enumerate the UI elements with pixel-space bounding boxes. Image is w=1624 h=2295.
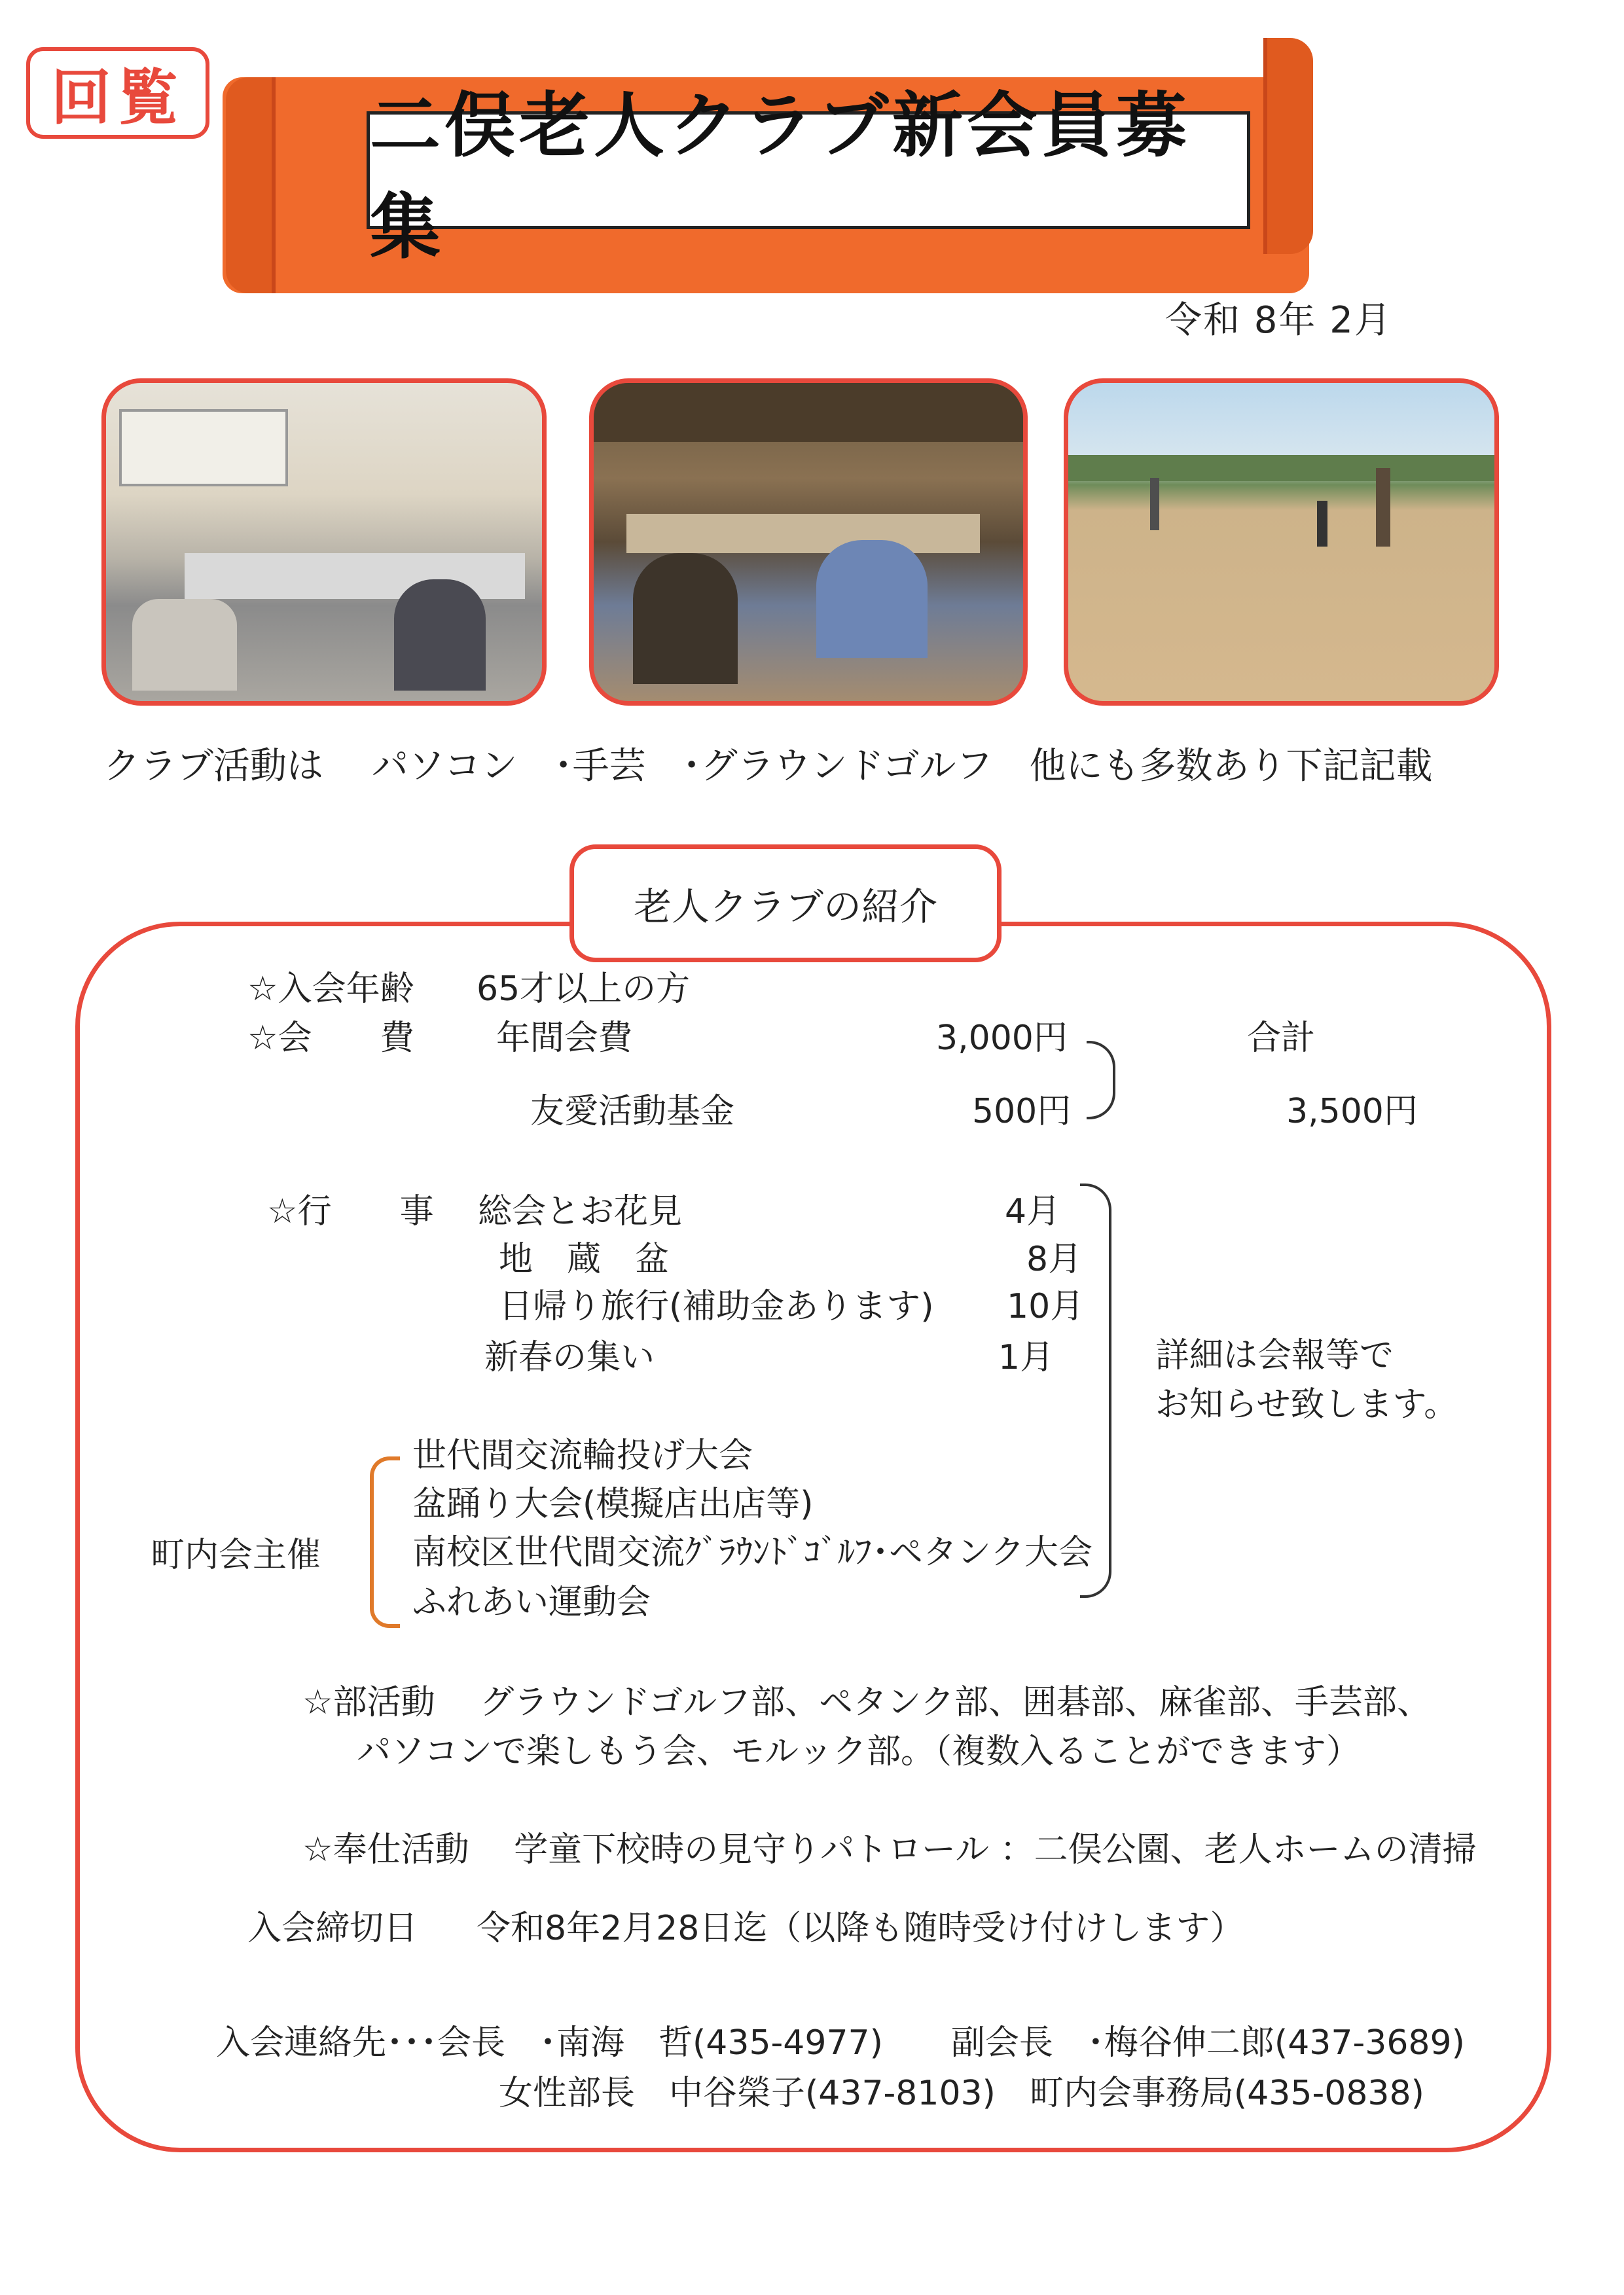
town-events-brace	[370, 1456, 400, 1628]
town-event: 盆踊り大会(模擬店出店等)	[412, 1485, 814, 1524]
service-line: ☆奉仕活動 学童下校時の見守りパトロール ：二俣公園、老人ホームの清掃	[302, 1830, 1477, 1870]
fund-label: 友愛活動基金	[530, 1092, 735, 1131]
age-value: 65才以上の方	[477, 969, 691, 1009]
event-month: 4月	[1005, 1192, 1061, 1231]
event-name: 新春の集い	[484, 1338, 655, 1377]
page-title: 二俣老人クラブ新会員募集	[370, 85, 1191, 268]
total-label: 合計	[1247, 1019, 1316, 1058]
annual-fee-label: 年間会費	[496, 1019, 633, 1058]
title-box	[367, 85, 1250, 268]
banner-scroll-left	[226, 77, 276, 293]
events-label: ☆行 事	[267, 1192, 434, 1231]
details-note-line1: 詳細は会報等で	[1155, 1336, 1394, 1375]
event-name: 地 蔵 盆	[499, 1240, 670, 1279]
clubs-line2: パソコンで楽しもう会、モルック部。（複数入ることができます）	[357, 1732, 1360, 1771]
total-value: 3,500円	[1286, 1092, 1418, 1131]
event-month: 1月	[998, 1338, 1055, 1377]
photo-handicraft-class	[589, 378, 1028, 706]
annual-fee-value: 3,000円	[936, 1019, 1068, 1058]
issue-date: 令和 8年 2月	[1165, 299, 1392, 342]
photo-ground-golf	[1064, 378, 1499, 706]
event-month: 10月	[1007, 1287, 1085, 1326]
details-note-line2: お知らせ致します。	[1155, 1385, 1458, 1424]
clubs-line1: ☆部活動 グラウンドゴルフ部、ペタンク部、囲碁部、麻雀部、手芸部、	[302, 1683, 1432, 1722]
event-name: 総会とお花見	[478, 1192, 683, 1231]
circulation-stamp: 回覧	[26, 47, 209, 139]
event-name: 日帰り旅行(補助金あります)	[499, 1287, 934, 1326]
town-event: 世代間交流輪投げ大会	[412, 1436, 753, 1475]
photo-computer-class	[101, 378, 547, 706]
fund-value: 500円	[972, 1092, 1072, 1131]
banner-scroll-right	[1263, 38, 1313, 254]
event-month: 8月	[1026, 1240, 1083, 1279]
deadline-value: 令和8年2月28日迄（以降も随時受け付けします）	[477, 1909, 1244, 1948]
age-label: ☆入会年齢	[247, 969, 414, 1009]
deadline-label: 入会締切日	[247, 1909, 418, 1948]
contact-line1: 入会連絡先･･･会長 ･南海 哲(435-4977) 副会長 ･梅谷伸二郎(437-3689)	[216, 2023, 1465, 2063]
town-label: 町内会主催	[151, 1536, 321, 1575]
activities-summary: クラブ活動は パソコン ･手芸 ･グラウンドゴルフ 他にも多数あり下記記載	[103, 745, 1433, 787]
intro-heading: 老人クラブの紹介	[633, 884, 937, 929]
intro-heading-box	[569, 844, 1001, 962]
contact-line2: 女性部長 中谷榮子(437-8103) 町内会事務局(435-0838)	[499, 2074, 1424, 2113]
town-event: ふれあい運動会	[412, 1583, 651, 1622]
fee-brace	[1087, 1041, 1115, 1119]
fee-label: ☆会 費	[247, 1019, 414, 1058]
town-event: 南校区世代間交流ｸﾞﾗｳﾝﾄﾞｺﾞﾙﾌ･ペタンク大会	[412, 1533, 1092, 1572]
